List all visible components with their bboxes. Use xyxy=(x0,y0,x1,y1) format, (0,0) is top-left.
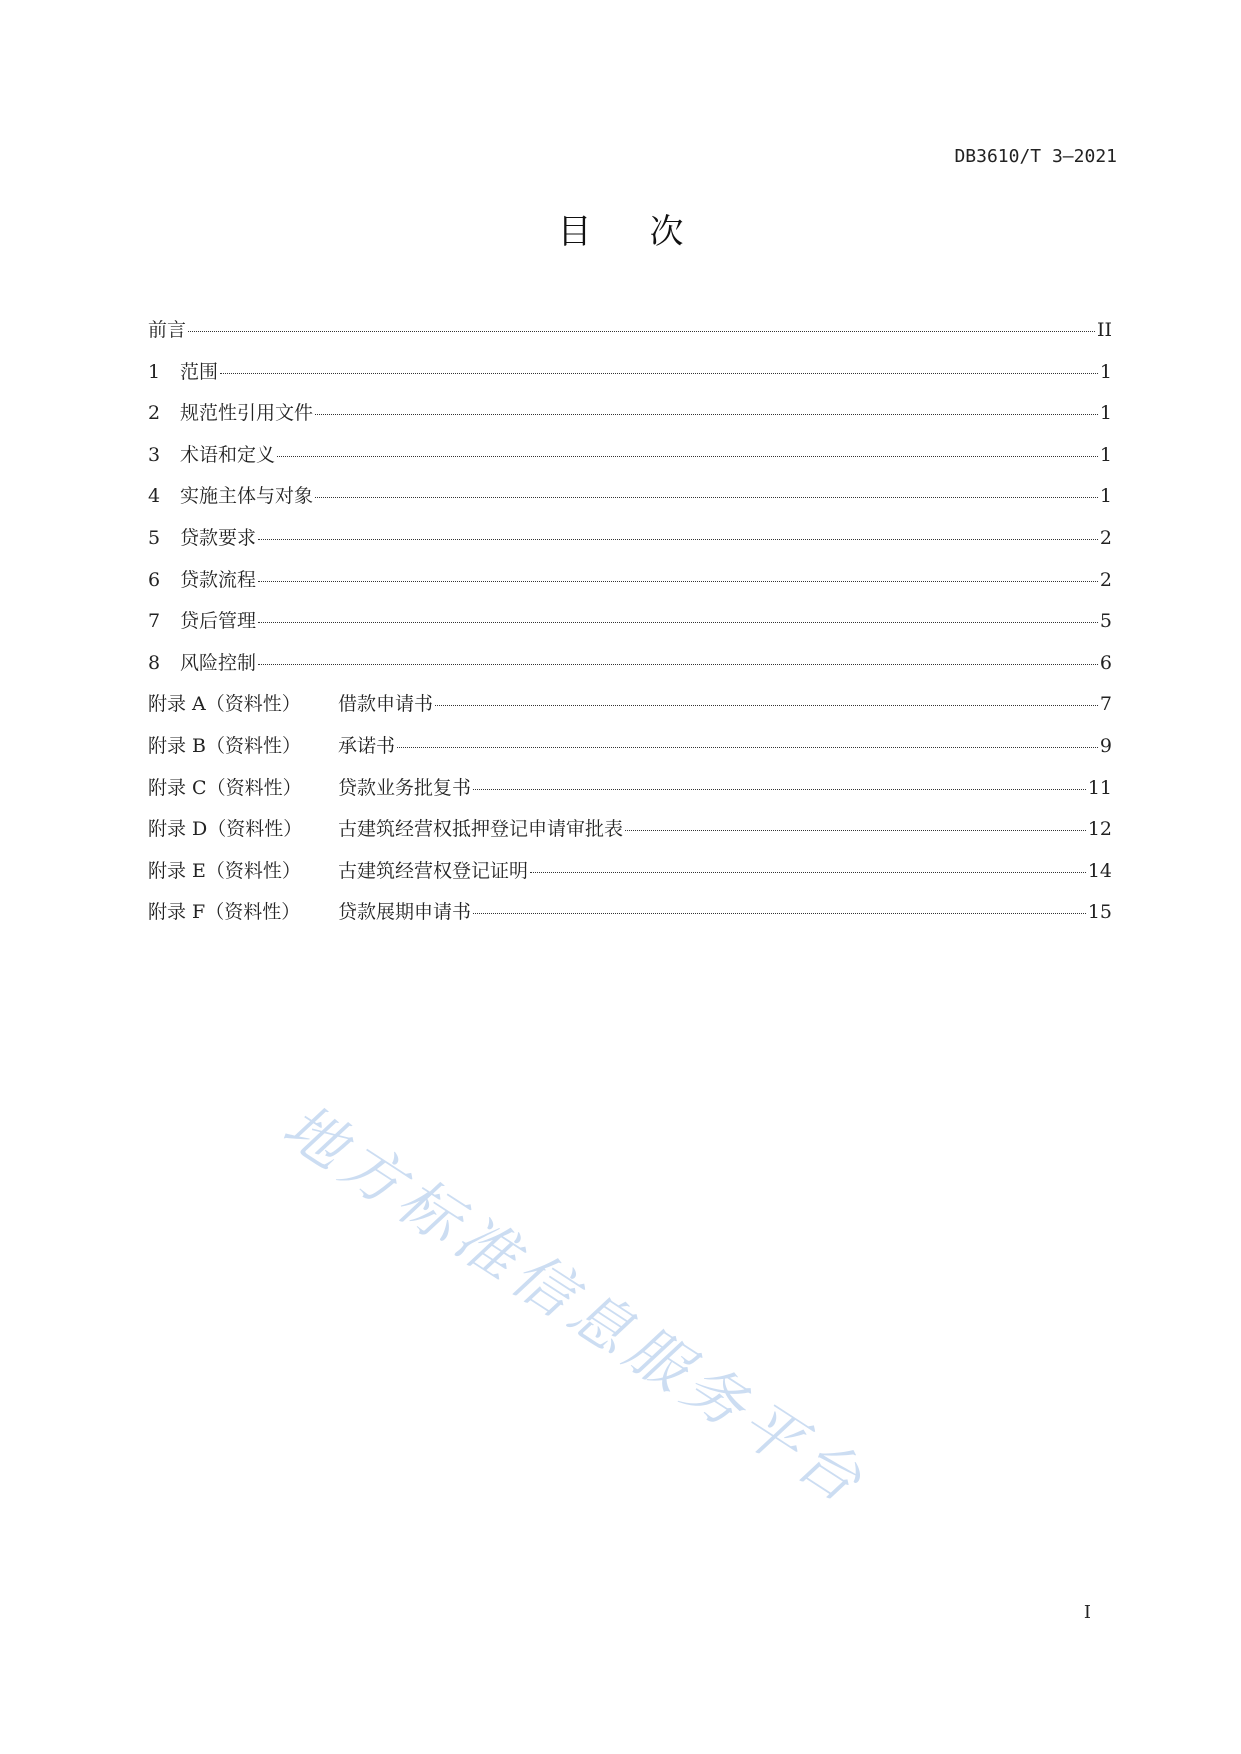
toc-item-page: 15 xyxy=(1087,901,1112,924)
toc-item-annex-e[interactable] xyxy=(148,856,1112,898)
dot-leader xyxy=(188,331,1095,332)
toc-item-page: 14 xyxy=(1087,859,1112,882)
dot-leader xyxy=(625,830,1086,831)
toc-item-number: 1 xyxy=(148,360,161,383)
toc-item-label: 前言 xyxy=(148,319,187,341)
toc-item-page: 2 xyxy=(1099,568,1112,591)
toc-annex-id: 附录 E（资料性） xyxy=(148,859,301,882)
toc-item-label: 借款申请书 xyxy=(338,693,434,716)
toc-annex-id: 附录 A（资料性） xyxy=(148,693,301,716)
page-title: 目次 xyxy=(557,212,742,252)
toc-item-page: 9 xyxy=(1099,734,1112,757)
toc-item-annex-d[interactable] xyxy=(148,814,1112,856)
toc-item-annex-a[interactable] xyxy=(148,689,1112,731)
toc-item-page: II xyxy=(1096,319,1112,341)
toc-item-label: 术语和定义 xyxy=(180,443,276,466)
toc-item-4[interactable] xyxy=(148,481,1112,523)
dot-leader xyxy=(258,539,1098,540)
dot-leader xyxy=(530,872,1086,873)
toc-item-number: 2 xyxy=(148,402,161,425)
toc-annex-id: 附录 D（资料性） xyxy=(148,818,303,841)
dot-leader xyxy=(435,705,1098,706)
toc-item-page: 7 xyxy=(1099,693,1112,716)
toc-item-label: 实施主体与对象 xyxy=(180,485,314,508)
toc-annex-id: 附录 C（资料性） xyxy=(148,776,302,799)
toc-item-annex-c[interactable] xyxy=(148,773,1112,815)
dot-leader xyxy=(473,913,1086,914)
toc-item-annex-f[interactable] xyxy=(148,897,1112,939)
toc-item-6[interactable] xyxy=(148,565,1112,607)
dot-leader xyxy=(397,747,1098,748)
toc-item-page: 11 xyxy=(1087,776,1112,799)
dot-leader xyxy=(258,622,1098,623)
toc-annex-id: 附录 F（资料性） xyxy=(148,901,301,924)
toc-item-page: 1 xyxy=(1099,360,1112,383)
toc-item-label: 古建筑经营权抵押登记申请审批表 xyxy=(338,818,624,841)
toc-item-1[interactable] xyxy=(148,357,1112,399)
toc-item-label: 贷后管理 xyxy=(180,610,257,633)
table-of-contents xyxy=(148,315,1112,939)
document-code: DB3610/T 3—2021 xyxy=(954,146,1117,167)
toc-item-page: 1 xyxy=(1099,443,1112,466)
toc-item-label: 规范性引用文件 xyxy=(180,402,314,425)
toc-item-page: 1 xyxy=(1099,485,1112,508)
toc-item-label: 贷款要求 xyxy=(180,526,257,549)
toc-annex-id: 附录 B（资料性） xyxy=(148,734,302,757)
toc-item-label: 贷款流程 xyxy=(180,568,257,591)
toc-item-page: 5 xyxy=(1099,610,1112,633)
toc-item-2[interactable] xyxy=(148,398,1112,440)
dot-leader xyxy=(315,497,1098,498)
toc-item-8[interactable] xyxy=(148,648,1112,690)
toc-item-number: 5 xyxy=(148,526,161,549)
dot-leader xyxy=(258,581,1098,582)
toc-item-page: 12 xyxy=(1087,818,1112,841)
toc-item-label: 贷款业务批复书 xyxy=(338,776,472,799)
toc-item-page: 2 xyxy=(1099,526,1112,549)
toc-item-foreword[interactable] xyxy=(148,315,1112,357)
watermark: 地方标准信息服务平台 xyxy=(270,1090,880,1520)
toc-item-5[interactable] xyxy=(148,523,1112,565)
dot-leader xyxy=(220,373,1098,374)
toc-item-number: 6 xyxy=(148,568,161,591)
toc-item-label: 古建筑经营权登记证明 xyxy=(338,859,529,882)
toc-item-3[interactable] xyxy=(148,440,1112,482)
toc-item-7[interactable] xyxy=(148,606,1112,648)
toc-item-page: 1 xyxy=(1099,402,1112,425)
toc-item-number: 4 xyxy=(148,485,161,508)
toc-item-label: 风险控制 xyxy=(180,651,257,674)
toc-item-label: 范围 xyxy=(180,360,219,383)
dot-leader xyxy=(258,664,1098,665)
dot-leader xyxy=(473,789,1086,790)
toc-item-number: 8 xyxy=(148,651,161,674)
page-number: I xyxy=(1083,1602,1091,1623)
toc-item-label: 承诺书 xyxy=(338,734,396,757)
toc-item-annex-b[interactable] xyxy=(148,731,1112,773)
dot-leader xyxy=(315,414,1098,415)
dot-leader xyxy=(277,456,1098,457)
toc-item-number: 7 xyxy=(148,610,161,633)
toc-item-page: 6 xyxy=(1099,651,1112,674)
toc-item-label: 贷款展期申请书 xyxy=(338,901,472,924)
toc-item-number: 3 xyxy=(148,443,161,466)
